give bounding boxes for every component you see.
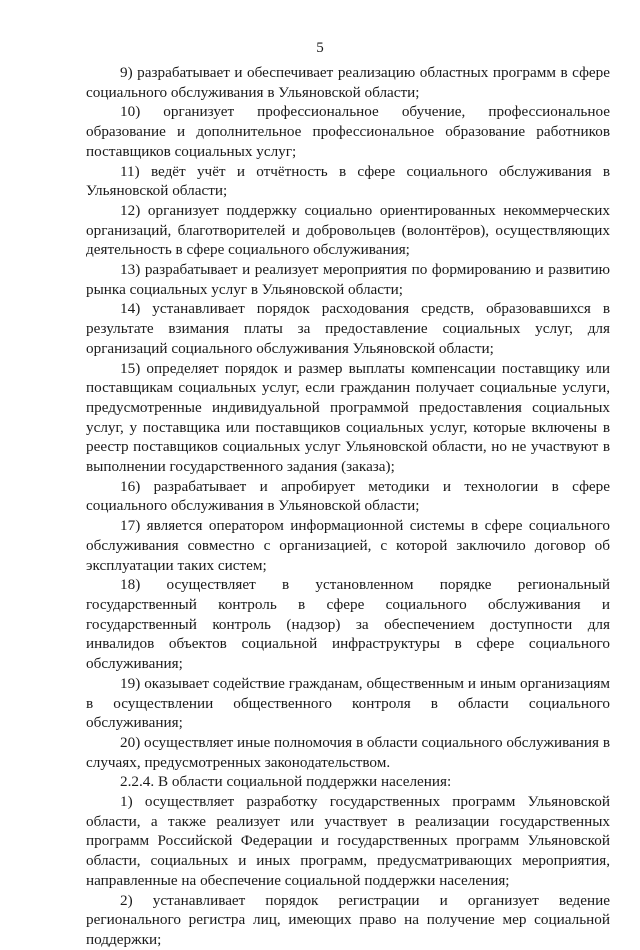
paragraph-item-2: 2) устанавливает порядок регистрации и организует ведение регионального регистра лиц, имеющих право на получение мер социальной поддержки; xyxy=(86,891,610,948)
paragraph-item-14: 14) устанавливает порядок расходования средств, образовавшихся в результате взимания платы за предоставление социальных услуг, для организаций социального обслуживания Ульяновской области; xyxy=(86,300,610,357)
paragraph-item-12: 12) организует поддержку социально ориентированных некоммерческих организаций, благотворителей и добровольцев (волонтёров), осуществляющих деятельность в сфере социального обслуживания; xyxy=(86,201,610,259)
paragraph-item-10: 10) организует профессиональное обучение, профессиональное образование и дополнительное профессиональное образование работников поставщиков социальных услуг; xyxy=(86,103,610,160)
paragraph-item-11: 11) ведёт учёт и отчётность в сфере социального обслуживания в Ульяновской области; xyxy=(86,162,610,200)
document-body xyxy=(86,63,610,950)
paragraph-item-17: 17) является оператором информационной системы в сфере социального обслуживания совместно с организацией, с которой заключило договор об эксплуатации таких систем; xyxy=(86,517,610,574)
paragraph-item-13: 13) разрабатывает и реализует мероприятия по формированию и развитию рынка социальных услуг в Ульяновской области; xyxy=(86,261,610,298)
paragraph-item-20: 20) осуществляет иные полномочия в области социального обслуживания в случаях, предусмотренных законодательством. xyxy=(86,733,610,771)
paragraph-item-9: 9) разрабатывает и обеспечивает реализацию областных программ в сфере социального обслуживания в Ульяновской области; xyxy=(86,64,610,101)
paragraph-item-19: 19) оказывает содействие гражданам, общественным и иным организациям в осуществлении общественного контроля в области социального обслуживания; xyxy=(86,674,610,732)
section-heading-2-2-4: 2.2.4. В области социальной поддержки населения: xyxy=(120,773,452,791)
page-number: 5 xyxy=(316,40,324,56)
paragraph-item-16: 16) разрабатывает и апробирует методики и технологии в сфере социального обслуживания в Ульяновской области; xyxy=(86,477,610,515)
paragraph-item-18: 18) осуществляет в установленном порядке региональный государственный контроль в сфере социального обслуживания и государственный контроль (надзор) за обеспечением доступности для инвалидов объектов социальной инфраструктуры в сфере социального обслуживания; xyxy=(86,576,610,673)
paragraph-item-15: 15) определяет порядок и размер выплаты компенсации поставщику или поставщикам социальных услуг, если гражданин получает социальные услуги, предусмотренные индивидуальной программой предоставления социальных услуг, у поставщика или поставщиков социальных услуг, которые включены в реестр поставщиков социальных услуг Ульяновской области, но не участвуют в выполнении государственного задания (заказа); xyxy=(86,359,610,476)
paragraph-item-1: 1) осуществляет разработку государственных программ Ульяновской области, а также реализует или участвует в реализации государственных программ Российской Федерации и государственных программ Ульяновской области, социальных и иных программ, предусматривающих мероприятия, направленные на обеспечение социальной поддержки населения; xyxy=(86,793,610,889)
